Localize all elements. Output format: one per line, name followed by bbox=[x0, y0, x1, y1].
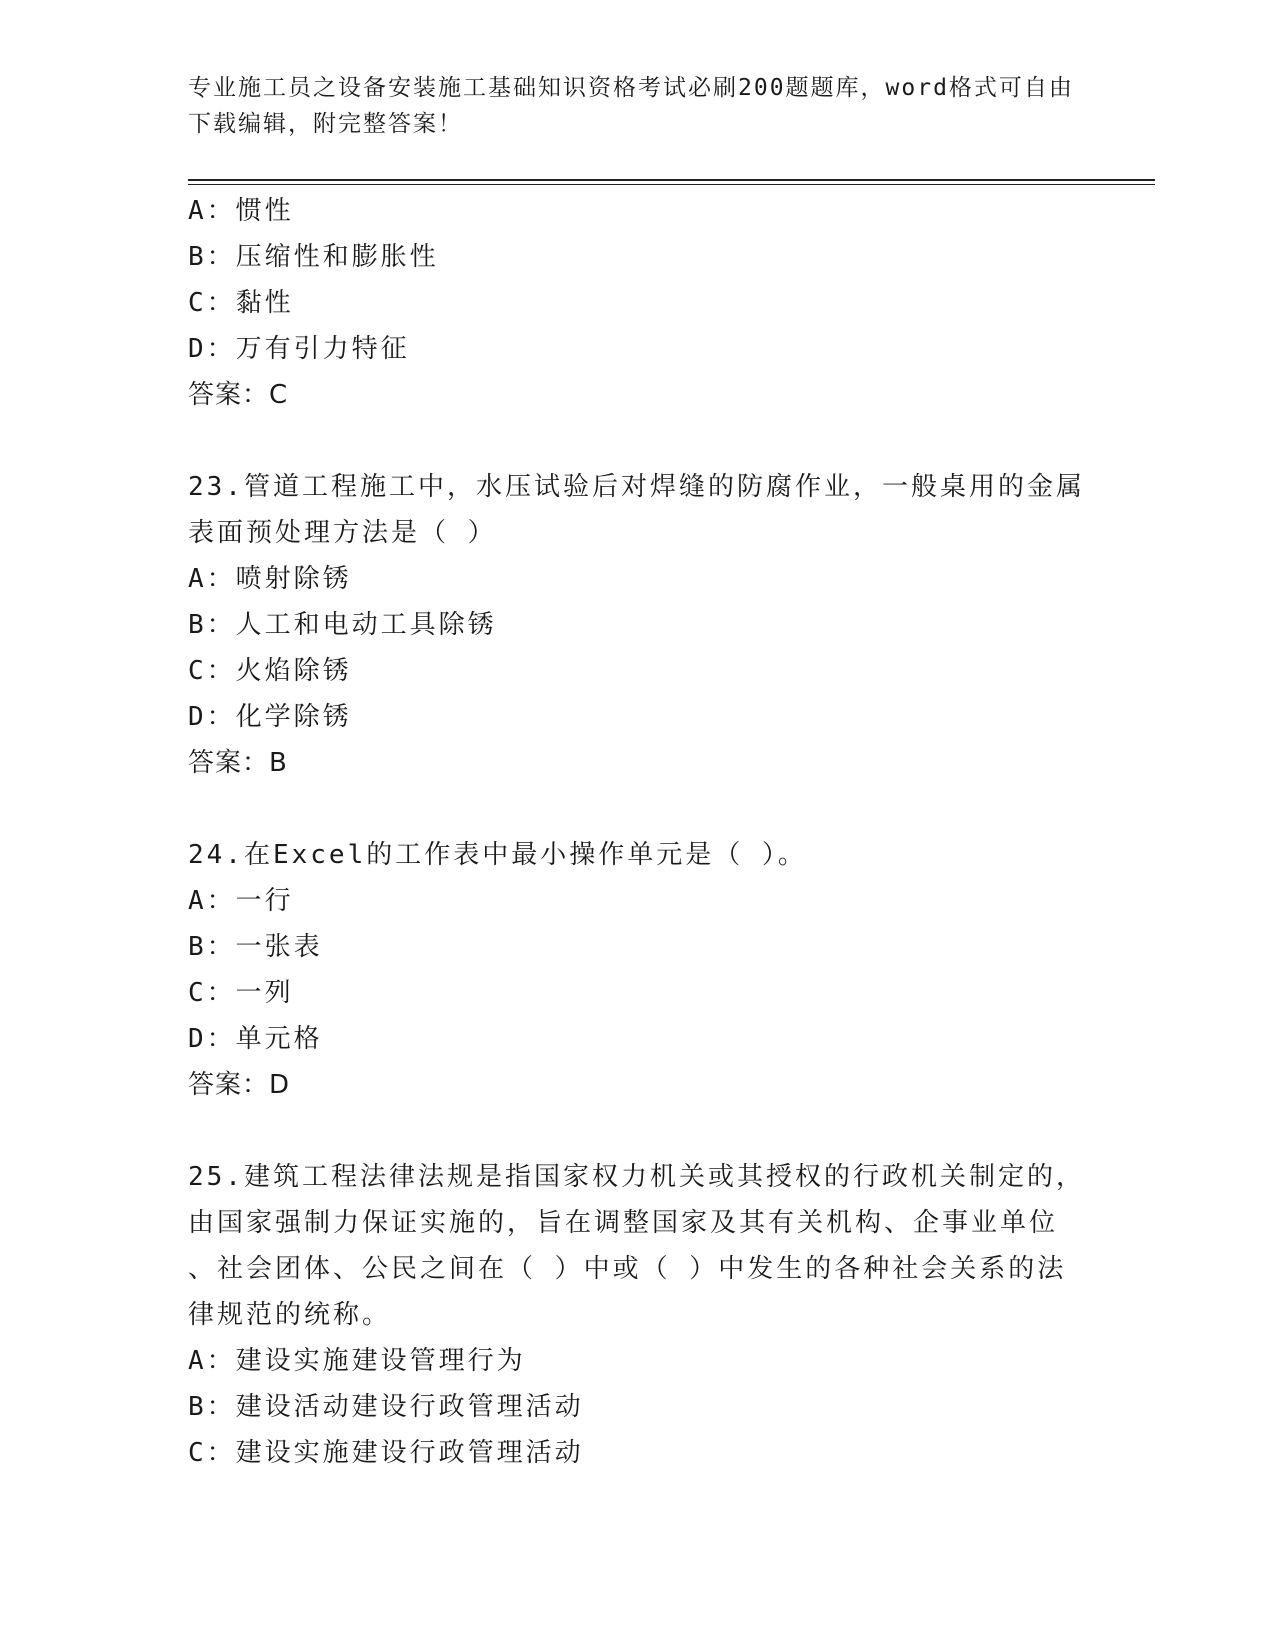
header-line-2: 下载编辑，附完整答案！ bbox=[188, 111, 463, 137]
question-stem: 25.建筑工程法律法规是指国家权力机关或其授权的行政机关制定的， bbox=[188, 1162, 1085, 1192]
answer-line: 答案：D bbox=[188, 1070, 291, 1100]
option-a: A：喷射除锈 bbox=[188, 564, 352, 594]
question-block bbox=[188, 832, 1148, 1108]
header-rule-thick bbox=[188, 179, 1155, 181]
option-b: B：压缩性和膨胀性 bbox=[188, 242, 439, 272]
header-line-1: 专业施工员之设备安装施工基础知识资格考试必刷200题题库，word格式可自由 bbox=[188, 75, 1074, 101]
header-rule-thin bbox=[188, 184, 1155, 185]
question-block bbox=[188, 188, 1148, 418]
option-a: A：一行 bbox=[188, 886, 294, 916]
option-d: D：万有引力特征 bbox=[188, 334, 410, 364]
question-block bbox=[188, 1154, 1148, 1476]
option-a: A：建设实施建设管理行为 bbox=[188, 1346, 526, 1376]
option-c: C：黏性 bbox=[188, 288, 294, 318]
option-c: C：一列 bbox=[188, 978, 294, 1008]
question-list bbox=[188, 188, 1148, 1476]
question-stem: 、社会团体、公民之间在（ ）中或（ ）中发生的各种社会关系的法 bbox=[188, 1254, 1067, 1284]
question-stem: 表面预处理方法是（ ） bbox=[188, 518, 497, 548]
question-stem: 律规范的统称。 bbox=[188, 1300, 392, 1330]
option-b: B：人工和电动工具除锈 bbox=[188, 610, 497, 640]
question-stem: 24.在Excel的工作表中最小操作单元是（ ）。 bbox=[188, 840, 807, 870]
option-c: C：建设实施建设行政管理活动 bbox=[188, 1438, 584, 1468]
answer-line: 答案：C bbox=[188, 380, 289, 410]
option-d: D：单元格 bbox=[188, 1024, 323, 1054]
question-block bbox=[188, 464, 1148, 786]
option-c: C：火焰除锈 bbox=[188, 656, 352, 686]
option-a: A：惯性 bbox=[188, 196, 294, 226]
option-d: D：化学除锈 bbox=[188, 702, 352, 732]
document-header bbox=[188, 70, 1088, 142]
question-stem: 23.管道工程施工中，水压试验后对焊缝的防腐作业，一般桌用的金属 bbox=[188, 472, 1085, 502]
option-b: B：一张表 bbox=[188, 932, 323, 962]
option-b: B：建设活动建设行政管理活动 bbox=[188, 1392, 584, 1422]
answer-line: 答案：B bbox=[188, 748, 288, 778]
question-stem: 由国家强制力保证实施的，旨在调整国家及其有关机构、企事业单位 bbox=[188, 1208, 1059, 1238]
